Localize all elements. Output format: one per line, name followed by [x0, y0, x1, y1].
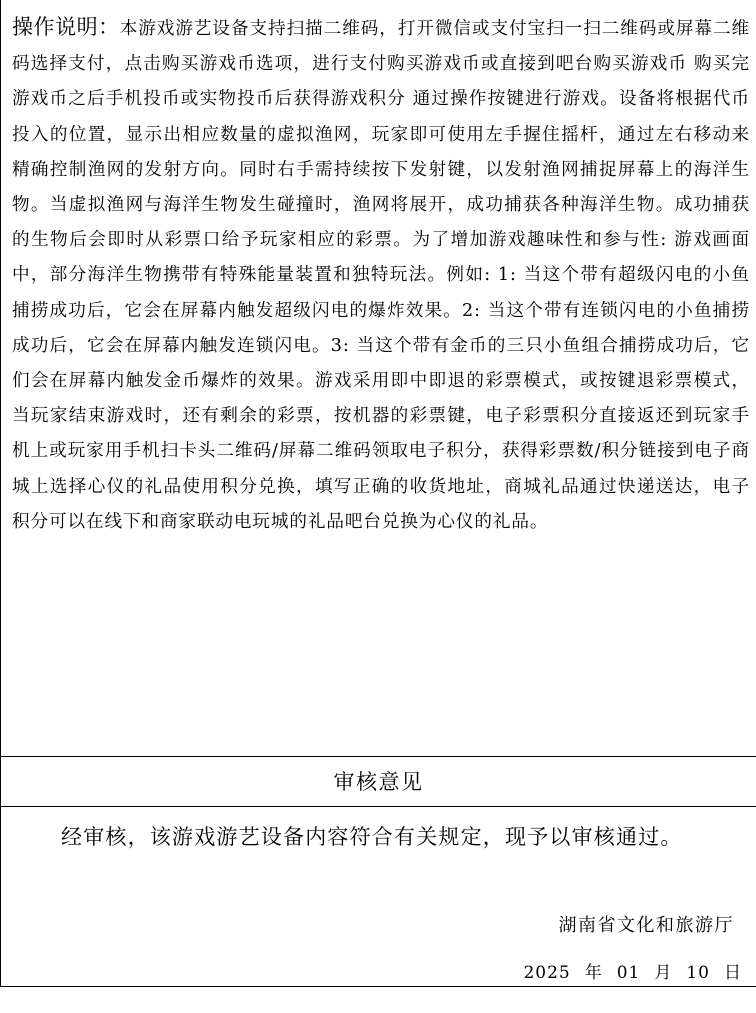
review-date — [523, 958, 742, 983]
date-day-unit: 日 — [724, 963, 742, 983]
review-opinion-header: 审核意见 — [1, 757, 756, 807]
date-month-unit: 月 — [654, 963, 673, 983]
review-opinion-cell — [1, 807, 756, 987]
date-year-unit: 年 — [584, 963, 603, 983]
issuing-authority: 湖南省文化和旅游厅 — [558, 915, 734, 936]
instructions-label: 操作说明： — [12, 15, 120, 39]
instructions-text: 本游戏游艺设备支持扫描二维码，打开微信或支付宝扫一扫二维码或屏幕二维码选择支付，点击购买游戏币选项，进行支付购买游戏币或直接到吧台购买游戏币 购买完游戏币之后手机投币或实物投币后获得游戏积分 通过操作按键进行游戏。设备将根据代币投入的位置，显示出相应数量的虚拟渔网，玩家即可使用左手握住摇杆，通过左右移动来精确控制渔网的发射方向。同时右手需持续按下发射键，以发射渔网捕捉屏幕上的海洋生物。当虚拟渔网与海洋生物发生碰撞时，渔网将展开，成功捕获各种海洋生物。成功捕获的生物后会即时从彩票口给予玩家相应的彩票。为了增加游戏趣味性和参与性: 游戏画面中，部分海洋生物携带有特殊能量装置和独特玩法。例如: 1: 当这个带有超级闪电的小鱼捕捞成功后，它会在屏幕内触发超级闪电的爆炸效果。2: 当这个带有连锁闪电的小鱼捕捞成功后，它会在屏幕内触发连锁闪电。3: 当这个带有金币的三只小鱼组合捕捞成功后，它们会在屏幕内触发金币爆炸的效果。游戏采用即中即退的彩票模式，或按键退彩票模式，当玩家结束游戏时，还有剩余的彩票，按机器的彩票键，电子彩票积分直接返还到玩家手机上或玩家用手机扫卡头二维码/屏幕二维码领取电子积分，获得彩票数/积分链接到电子商城上选择心仪的礼品使用积分兑换，填写正确的收货地址，商城礼品通过快递送达，电子积分可以在线下和商家联动电玩城的礼品吧台兑换为心仪的礼品。 — [12, 19, 751, 532]
date-year: 2025 — [523, 963, 571, 983]
date-month: 01 — [616, 963, 641, 983]
date-day: 10 — [686, 963, 710, 983]
operation-instructions-cell — [1, 0, 756, 757]
review-opinion-text: 经审核，该游戏游艺设备内容符合有关规定，现予以审核通过。 — [61, 825, 683, 849]
